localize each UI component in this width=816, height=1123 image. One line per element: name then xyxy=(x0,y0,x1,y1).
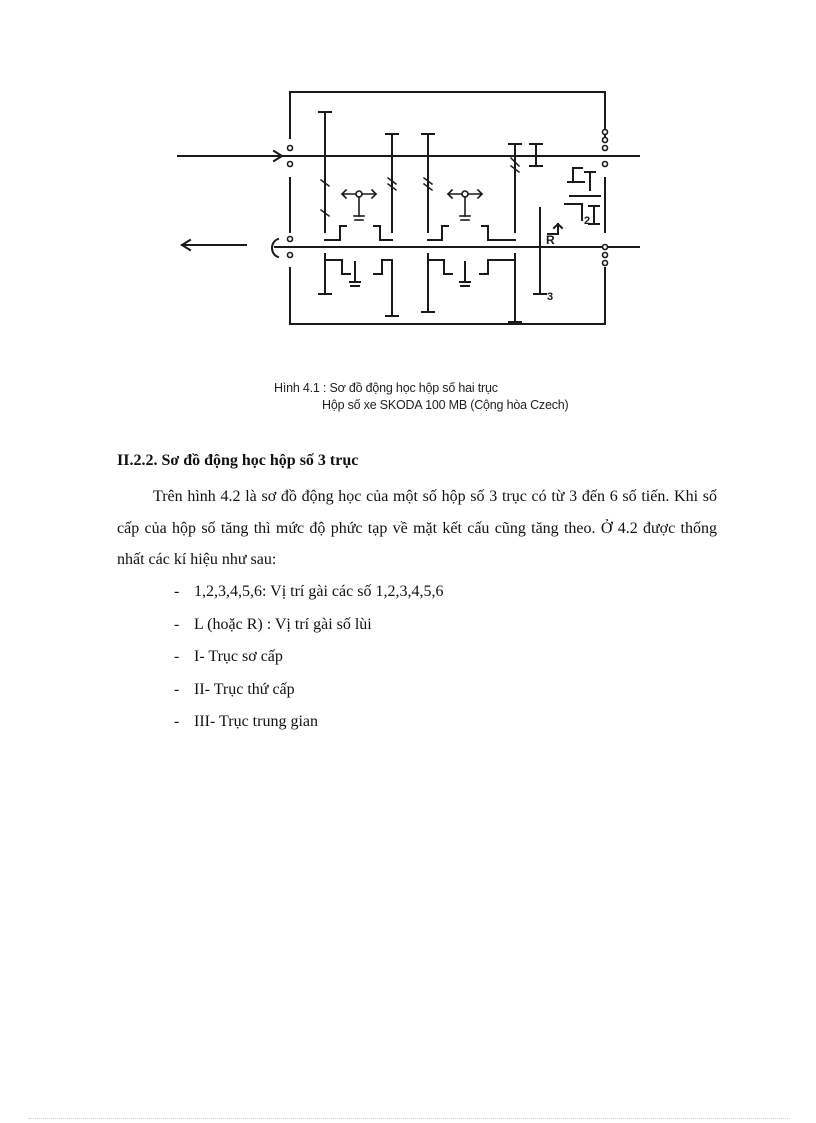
list-item xyxy=(174,641,443,674)
gearbox-diagram-svg xyxy=(170,82,640,342)
list-dash: - xyxy=(174,680,180,698)
list-item xyxy=(174,674,443,707)
output-arrow xyxy=(182,240,246,250)
spline-marks xyxy=(321,158,519,216)
list-dash: - xyxy=(174,713,180,730)
label-2: 2 xyxy=(584,215,591,227)
caption-line-1: Hình 4.1 : Sơ đồ động học hộp số hai trục xyxy=(274,381,498,395)
housing-top xyxy=(290,92,605,138)
list-item-text: I- Trục sơ cấp xyxy=(194,648,283,665)
list-dash: - xyxy=(174,648,180,665)
list-dash: - xyxy=(174,615,180,633)
label-3: 3 xyxy=(547,291,554,303)
housing-bottom xyxy=(290,268,605,324)
list-item-text: 1,2,3,4,5,6: Vị trí gài các số 1,2,3,4,5,6 xyxy=(194,583,444,600)
caption-line-2: Hộp số xe SKODA 100 MB (Cộng hòa Czech) xyxy=(322,398,569,412)
gearbox-kinematic-diagram xyxy=(170,82,640,342)
figure-caption xyxy=(274,380,569,414)
list-item-text: L (hoặc R) : Vị trí gài số lùi xyxy=(194,615,372,633)
symbol-list xyxy=(174,576,443,739)
synchro-hubs xyxy=(325,226,515,240)
lower-gears xyxy=(319,254,521,322)
upper-gears xyxy=(319,112,542,232)
reverse-idler xyxy=(534,168,600,294)
list-item-text: III- Trục trung gian xyxy=(194,713,318,730)
label-r: R xyxy=(546,233,555,247)
list-item xyxy=(174,576,443,609)
bearings xyxy=(288,130,608,266)
list-dash: - xyxy=(174,583,180,600)
list-item xyxy=(174,609,443,642)
list-item xyxy=(174,706,443,739)
section-paragraph: Trên hình 4.2 là sơ đồ động học của một số hộp số 3 trục có từ 3 đến 6 số tiến. Khi số cấp của hộp số tăng thì mức độ phức tạp về mặt kết cấu cũng tăng theo. Ở 4.2 được thống nhất các kí hiệu như sau: xyxy=(117,488,717,568)
synchro-forks xyxy=(342,190,482,220)
input-arrow xyxy=(178,151,282,161)
list-item-text: II- Trục thứ cấp xyxy=(194,680,295,698)
section-heading: II.2.2. Sơ đồ động học hộp số 3 trục xyxy=(117,452,359,469)
page-bottom-divider xyxy=(28,1118,790,1119)
